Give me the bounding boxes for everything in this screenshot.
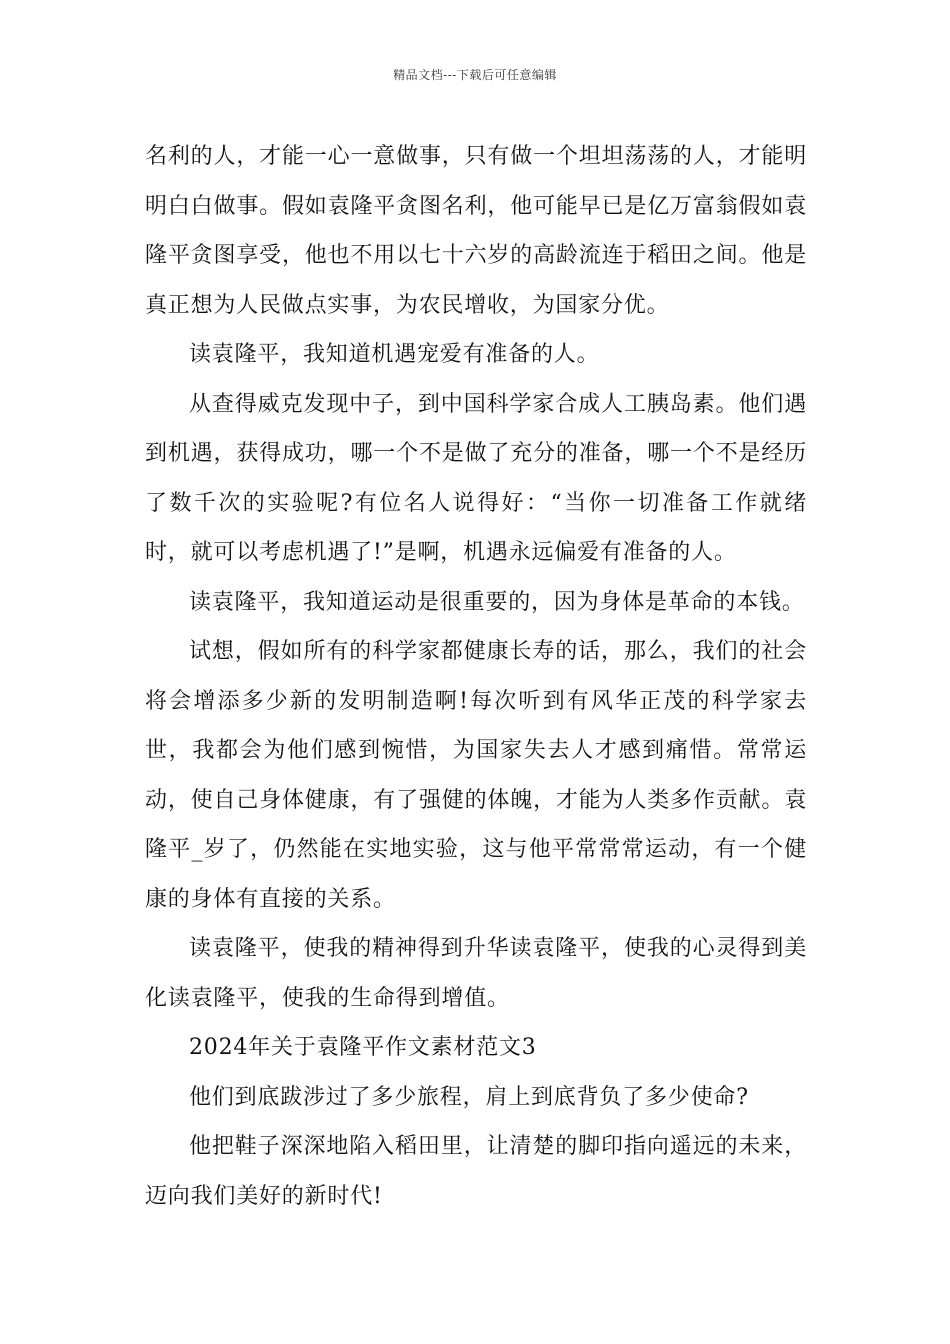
page-header: 精品文档---下载后可任意编辑: [393, 68, 557, 82]
paragraph-8: 他们到底跋涉过了多少旅程，肩上到底背负了多少使命?: [189, 1084, 749, 1110]
paragraph-3: 从查得威克发现中子，到中国科学家合成人工胰岛素。他们遇到机遇，获得成功，哪一个不是做了充分的准备，哪一个不是经历了数千次的实验呢?有位名人说得好：“当你一切准备工作就绪时，就可以考虑机遇了!”是啊，机遇永远偏爱有准备的人。: [145, 391, 807, 565]
paragraph-1: 名利的人，才能一心一意做事，只有做一个坦坦荡荡的人，才能明明白白做事。假如袁隆平贪图名利，他可能早已是亿万富翁假如袁隆平贪图享受，他也不用以七十六岁的高龄流连于稻田之间。他是真正想为人民做点实事，为农民增收，为国家分优。: [145, 144, 807, 318]
paragraph-4: 读袁隆平，我知道运动是很重要的，因为身体是革命的本钱。: [189, 589, 805, 615]
paragraph-2: 读袁隆平，我知道机遇宠爱有准备的人。: [189, 342, 600, 367]
paragraph-5: 试想，假如所有的科学家都健康长寿的话，那么，我们的社会将会增添多少新的发明制造啊!每次听到有风华正茂的科学家去世，我都会为他们感到惋惜，为国家失去人才感到痛惜。常常运动，使自己身体健康，有了强健的体魄，才能为人类多作贡献。袁隆平_岁了，仍然能在实地实验，这与他平常常常运动，有一个健康的身体有直接的关系。: [145, 639, 807, 912]
paragraph-9: 他把鞋子深深地陷入稻田里，让清楚的脚印指向遥远的未来，迈向我们美好的新时代!: [145, 1134, 807, 1209]
document-body: [145, 132, 807, 1221]
paragraph-6: 读袁隆平，使我的精神得到升华读袁隆平，使我的心灵得到美化读袁隆平，使我的生命得到增值。: [145, 936, 807, 1011]
section-heading: 2024年关于袁隆平作文素材范文3: [189, 1035, 537, 1060]
